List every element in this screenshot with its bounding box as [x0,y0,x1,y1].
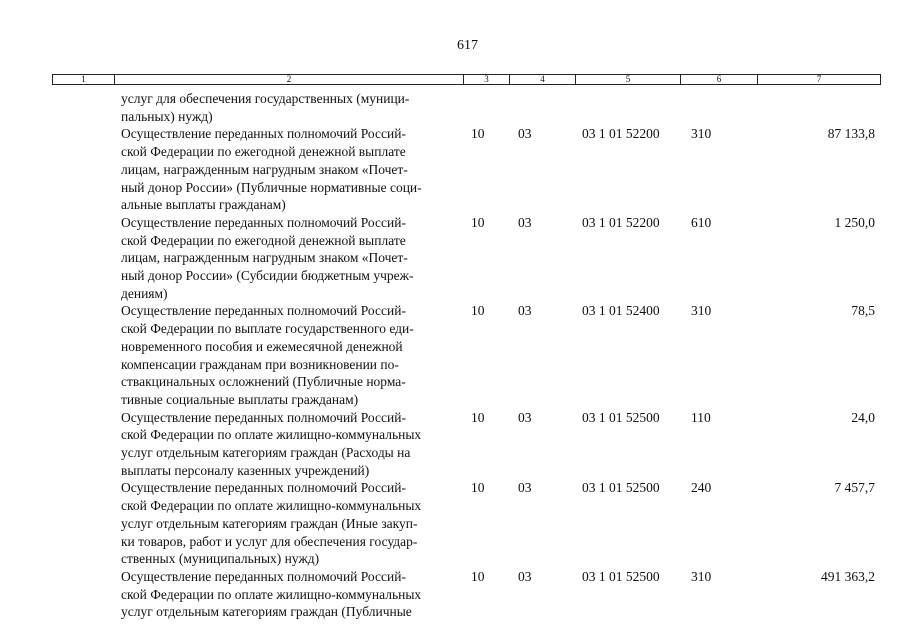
row-subsection-code: 03 [518,126,532,142]
table-row [0,302,905,408]
column-number-header [52,74,881,85]
row-amount: 1 250,0 [834,214,875,230]
row-subsection-code: 03 [518,480,532,496]
row-description: Осуществление переданных полномочий Россий- ской Федерации по оплате жилищно-коммунальных услуг отдельным категориям граждан (Публичные [121,568,422,620]
row-description: Осуществление переданных полномочий Россий- ской Федерации по выплате государственного еди- новременного пособия и ежемесячной денежной компенсации гражданам при возникновении по- ствакцинальных осложнений (Публичные норма- тивные социальные выплаты гражданам) [121,303,414,407]
row-section-code: 10 [471,480,485,496]
row-section-code: 10 [471,303,485,319]
row-expense-type-code: 310 [691,568,712,584]
header-col-3: 3 [464,75,510,85]
row-target-article-code: 03 1 01 52200 [582,126,660,142]
row-description: Осуществление переданных полномочий Россий- ской Федерации по оплате жилищно-коммунальных услуг отдельным категориям граждан (Иные закуп- ки товаров, работ и услуг для обеспечения государ- ственных (муниципальных) нужд) [121,480,422,567]
header-col-7: 7 [758,75,881,85]
row-subsection-code: 03 [518,303,532,319]
row-amount: 7 457,7 [834,480,875,496]
row-amount: 24,0 [851,409,875,425]
row-description: Осуществление переданных полномочий Россий- ской Федерации по ежегодной денежной выплате лицам, награжденным нагрудным знаком «Почет- ный донор России» (Субсидии бюджетным учреж- дениям) [121,214,414,301]
row-target-article-code: 03 1 01 52200 [582,214,660,230]
row-subsection-code: 03 [518,409,532,425]
row-expense-type-code: 310 [691,303,712,319]
table-row [0,125,905,214]
row-target-article-code: 03 1 01 52500 [582,568,660,584]
header-col-6: 6 [681,75,758,85]
row-amount: 491 363,2 [821,568,875,584]
header-col-1: 1 [53,75,115,85]
row-subsection-code: 03 [518,214,532,230]
row-description: Осуществление переданных полномочий Россий- ской Федерации по оплате жилищно-коммунальных услуг отдельным категориям граждан (Расходы на выплаты персоналу казенных учреждений) [121,409,422,478]
row-expense-type-code: 240 [691,480,712,496]
row-expense-type-code: 610 [691,214,712,230]
table-row [0,409,905,480]
header-col-2: 2 [115,75,464,85]
header-col-5: 5 [576,75,681,85]
row-section-code: 10 [471,214,485,230]
row-subsection-code: 03 [518,568,532,584]
row-description: услуг для обеспечения государственных (муници- пальных) нужд) [121,91,410,124]
row-amount: 87 133,8 [827,126,875,142]
row-target-article-code: 03 1 01 52400 [582,303,660,319]
page-number: 617 [457,38,478,53]
row-expense-type-code: 110 [691,409,711,425]
row-section-code: 10 [471,568,485,584]
table-row [0,90,905,125]
row-expense-type-code: 310 [691,126,712,142]
header-col-4: 4 [510,75,576,85]
row-target-article-code: 03 1 01 52500 [582,409,660,425]
row-amount: 78,5 [851,303,875,319]
table-row [0,479,905,568]
row-target-article-code: 03 1 01 52500 [582,480,660,496]
row-section-code: 10 [471,409,485,425]
budget-table-body [0,90,905,621]
table-row [0,214,905,303]
table-row [0,568,905,621]
row-description: Осуществление переданных полномочий Россий- ской Федерации по ежегодной денежной выплате лицам, награжденным нагрудным знаком «Почет- ный донор России» (Публичные нормативные соци- альные выплаты гражданам) [121,126,422,213]
row-section-code: 10 [471,126,485,142]
